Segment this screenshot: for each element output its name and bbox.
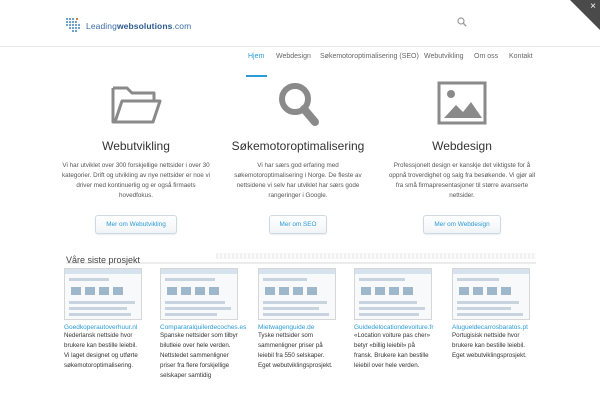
feature-text: Vi har utviklet over 300 forskjellige nettsider i over 30 kategorier. Drift og utvikling av nye nettsider er noe vi driver med kontinuerlig og er også firmaets hovedfokus.: [61, 162, 211, 199]
project-item: [258, 268, 338, 371]
nav-item-webdesign[interactable]: Webdesign: [276, 53, 311, 60]
nav-item-hjem[interactable]: Hjem: [248, 53, 265, 60]
projects-header: [66, 250, 536, 264]
project-item: [64, 268, 144, 371]
image-icon: [435, 80, 489, 128]
nav-active-indicator: [246, 75, 267, 77]
project-link[interactable]: Mietwagenguide.de: [258, 324, 315, 331]
more-webutvikling-button[interactable]: Mer om Webutvikling: [95, 215, 177, 234]
project-description: Tyske nettsider som sammenligner priser på leiebil fra 550 selskaper. Eget webutviklingsprosjekt.: [258, 332, 333, 369]
nav-item-om-oss[interactable]: Om oss: [474, 53, 499, 60]
project-thumbnail[interactable]: [64, 268, 142, 320]
folder-icon: [109, 80, 163, 128]
projects-title: Våre siste prosjekt: [66, 255, 141, 265]
more-webdesign-button[interactable]: Mer om Webdesign: [423, 215, 500, 234]
project-link[interactable]: Guidedelocationdevoiture.fr: [354, 324, 434, 331]
project-link[interactable]: Alugueldecarrosbaratos.pt: [452, 324, 528, 331]
more-seo-button[interactable]: Mer om SEO: [269, 215, 328, 234]
logo-icon: [66, 16, 84, 36]
project-item: [452, 268, 532, 361]
project-description: «Location voiture pas cher» betyr «billig leiebil» på fransk. Brukere kan bestille leiebil over hele verden.: [354, 332, 431, 369]
project-link[interactable]: Goedkoperautoverhuur.nl: [64, 324, 138, 331]
magnifier-icon: [271, 80, 325, 128]
project-description: Portugisisk nettside hvor brukere kan bestille leiebil. Eget webutviklingsprosjekt.: [452, 332, 527, 359]
project-thumbnail[interactable]: [452, 268, 530, 320]
nav-item-webutvikling[interactable]: Webutvikling: [424, 53, 464, 60]
feature-webdesign: [377, 80, 547, 234]
feature-title: Søkemotoroptimalisering: [231, 139, 365, 153]
nav-item-kontakt[interactable]: Kontakt: [509, 53, 533, 60]
feature-webutvikling: [51, 80, 221, 234]
logo[interactable]: [66, 16, 191, 36]
close-icon[interactable]: ×: [590, 1, 596, 12]
project-description: Nederlansk nettside hvor brukere kan bestille leiebil. Vi laget designet og utførte søkemotoroptimalisering.: [64, 332, 138, 369]
feature-title: Webdesign: [432, 139, 492, 153]
site-header: [0, 0, 600, 46]
nav-item-seo[interactable]: Søkemotoroptimalisering (SEO): [320, 53, 419, 60]
main-nav: [0, 46, 600, 76]
project-item: [354, 268, 434, 371]
feature-text: Professjonelt design er kanskje det viktigste for å oppnå troverdighet og salg fra besøkende. Vi gjør all fra små firmapresentasjoner til større avanserte nettsider.: [388, 162, 536, 199]
project-thumbnail[interactable]: [354, 268, 432, 320]
project-link[interactable]: Compararalquilerdecoches.es: [160, 324, 247, 331]
project-description: Spanske nettsider som tilbyr bilutleie over hele verden. Nettstedet sammenligner priser fra flere forskjellige selskaper samtidig: [160, 332, 238, 379]
feature-text: Vi har særs god erfaring med søkemotoroptimalisering i Norge. De fleste av nettsidene vi selv har utviklet har særs gode rangeringer i Google.: [234, 162, 362, 199]
project-item: [160, 268, 247, 381]
feature-title: Webutvikling: [102, 139, 170, 153]
logo-text: Leadingwebsolutions.com: [86, 21, 192, 31]
project-thumbnail[interactable]: [258, 268, 336, 320]
projects-divider: [216, 253, 536, 259]
project-thumbnail[interactable]: [160, 268, 238, 320]
feature-seo: [213, 80, 383, 234]
search-icon[interactable]: [457, 17, 467, 27]
